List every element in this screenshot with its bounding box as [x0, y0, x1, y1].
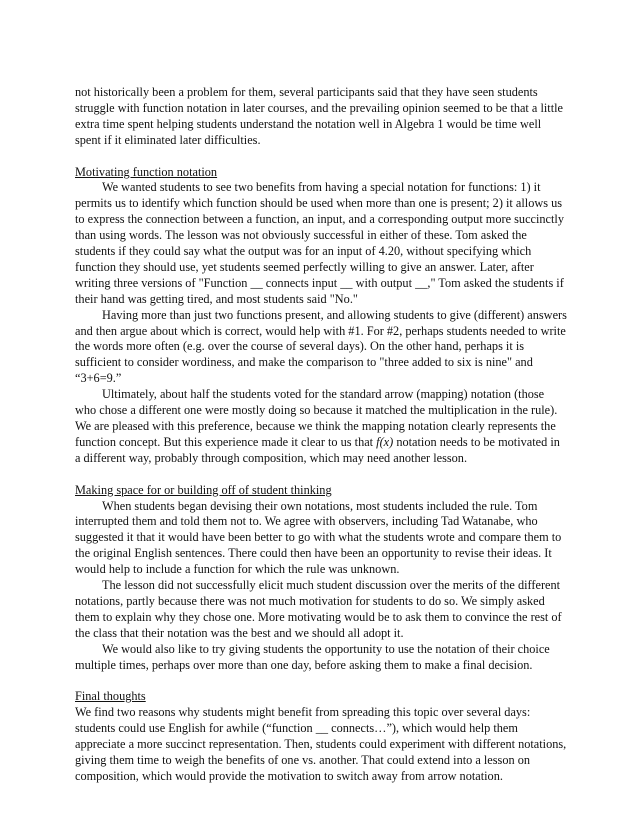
body-paragraph: The lesson did not successfully elicit much student discussion over the merits of the different notations, partly because there was not much motivation for students to do so. We simply asked them to explain why they chose one. More motivating would be to ask them to convince the rest of the class that their notation was the best and we should all adopt it.	[75, 578, 562, 640]
paragraph-text: notation needs to be motivated in a different way, probably through composition, which may need another lesson.	[75, 434, 560, 465]
section-heading-student-thinking: Making space for or building off of student thinking	[75, 482, 332, 497]
section-heading-motivating: Motivating function notation	[75, 164, 218, 179]
paragraph-text: Ultimately, about half the students voted for the standard arrow (mapping) notation (those who chose a different one were mostly doing so because it matched the multiplication in the rule). We are pleased with this preference, because we think the mapping notation clearly represents the function concept. But this experience made it clear to us that	[75, 387, 558, 449]
body-paragraph: We find two reasons why students might benefit from spreading this topic over several days: students could use English for awhile (“function __ connects…”), which would help them appreciate a more succinct representation. Then, students could experiment with different notations, giving them time to weigh the benefits of one vs. another. That could extend into a lesson on composition, which would provide the motivation to switch away from arrow notation.	[75, 705, 567, 783]
body-paragraph: We wanted students to see two benefits from having a special notation for functions: 1) it permits us to identify which function should be used when more than one is present; 2) it allows us to express the connection between a function, an input, and a corresponding output more succinctly than using words. The lesson was not obviously successful in either of these. Tom asked the students if they could say what the output was for an input of 4.20, without specifying which function they should use, yet students seemed perfectly willing to give an answer. Later, after writing three versions of "Function __ connects input __ with output __," Tom asked the students if their hand was getting tired, and most students said "No."	[75, 180, 564, 306]
body-paragraph: When students began devising their own notations, most students included the rule. Tom interrupted them and told them not to. We agree with observers, including Tad Watanabe, who suggested it that it would have been better to go with what the students wrote and compare them to the original English sentences. There could then have been an opportunity to revise their ideas. It would help to include a function for which the rule was unknown.	[75, 498, 562, 577]
intro-paragraph: not historically been a problem for them, several participants said that they have seen students struggle with function notation in later courses, and the prevailing opinion seemed to be that a little extra time spent helping students understand the notation well in Algebra 1 would be time well spent if it eliminated later difficulties.	[75, 85, 563, 147]
body-paragraph: We would also like to try giving students the opportunity to use the notation of their choice multiple times, perhaps over more than one day, before asking them to make a final decision.	[75, 641, 550, 672]
document-page	[75, 85, 567, 785]
function-notation-math: f(x)	[376, 434, 394, 449]
body-paragraph	[75, 387, 567, 467]
section-heading-final-thoughts: Final thoughts	[75, 689, 146, 704]
body-paragraph: Having more than just two functions present, and allowing students to give (different) answers and then argue about which is correct, would help with #1. For #2, perhaps students needed to write the words more often (e.g. over the course of several days). On the other hand, perhaps it is sufficient to consider wordiness, and make the comparison to "three added to six is nine" and “3+6=9.”	[75, 307, 567, 386]
